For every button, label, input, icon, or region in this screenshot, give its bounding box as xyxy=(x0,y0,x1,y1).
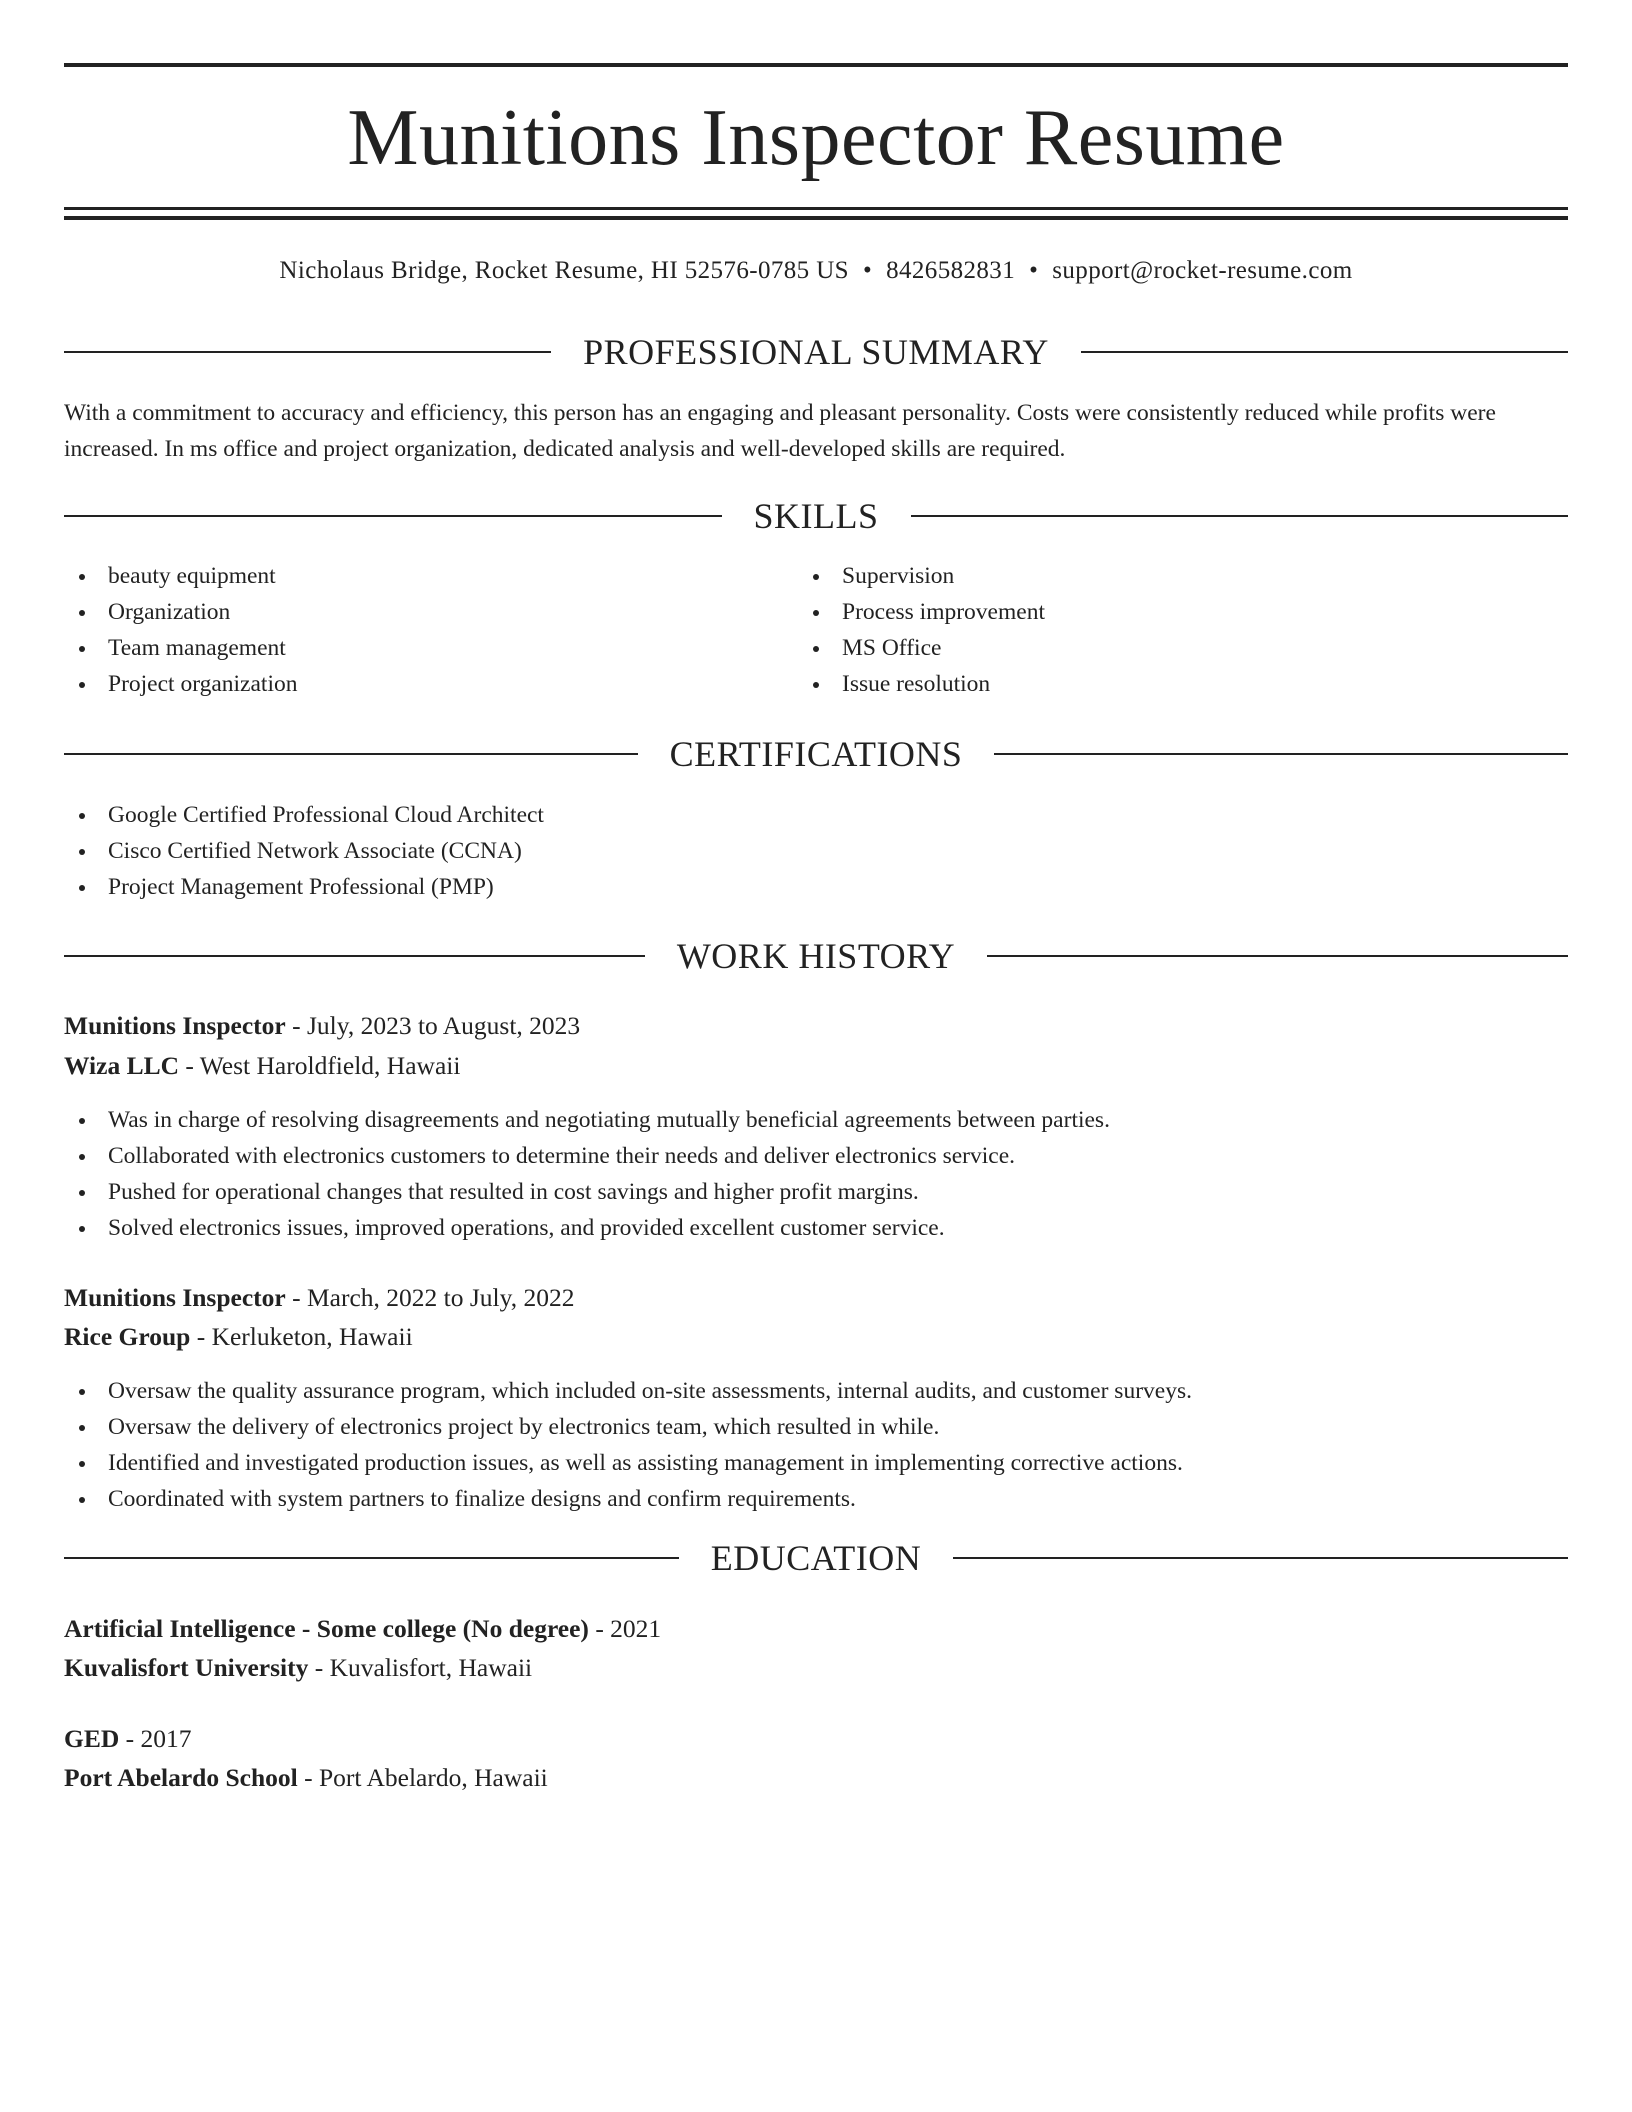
education-year: - 2021 xyxy=(588,1614,662,1643)
work-history-heading xyxy=(64,934,1568,978)
skill-item: beauty equipment xyxy=(64,558,297,594)
contact-separator: • xyxy=(862,257,873,284)
resume-title: Munitions Inspector Resume xyxy=(347,94,1285,182)
heading-rule xyxy=(911,515,1569,517)
skill-item: Process improvement xyxy=(798,594,1045,630)
work-history-heading-label: WORK HISTORY xyxy=(676,936,956,976)
skills-heading-label: SKILLS xyxy=(753,496,879,536)
top-rule xyxy=(64,63,1568,67)
education-degree-line xyxy=(64,1721,1568,1757)
heading-rule xyxy=(994,753,1568,755)
education-school-line xyxy=(64,1650,1568,1686)
job-location: - Kerluketon, Hawaii xyxy=(190,1322,413,1351)
skill-item: Supervision xyxy=(798,558,1045,594)
job-bullet: Pushed for operational changes that resulted in cost savings and higher profit margins. xyxy=(64,1174,1110,1210)
job-bullet: Solved electronics issues, improved operations, and provided excellent customer service. xyxy=(64,1210,1110,1246)
education-degree: Artificial Intelligence - Some college (No degree) xyxy=(64,1614,589,1643)
certifications-heading xyxy=(64,732,1568,776)
skill-item: Organization xyxy=(64,594,297,630)
job-dates: - March, 2022 to July, 2022 xyxy=(285,1283,575,1312)
heading-rule xyxy=(64,753,638,755)
heading-rule xyxy=(953,1557,1568,1559)
education-location: - Kuvalisfort, Hawaii xyxy=(308,1653,533,1682)
heading-rule xyxy=(64,955,645,957)
job-company: Wiza LLC xyxy=(64,1051,179,1080)
heading-rule xyxy=(987,955,1568,957)
contact-email: support@rocket-resume.com xyxy=(1052,257,1353,284)
education-location: - Port Abelardo, Hawaii xyxy=(297,1763,548,1792)
education-year: - 2017 xyxy=(119,1724,192,1753)
job-bullet: Identified and investigated production issues, as well as assisting management in implementing corrective actions. xyxy=(64,1445,1192,1481)
job-company-line xyxy=(64,1319,1568,1355)
job-title-line xyxy=(64,1008,1568,1044)
skill-item: Team management xyxy=(64,630,297,666)
job-bullet: Collaborated with electronics customers to determine their needs and deliver electronics service. xyxy=(64,1138,1110,1174)
job-company: Rice Group xyxy=(64,1322,191,1351)
contact-address: Nicholaus Bridge, Rocket Resume, HI 52576-0785 US xyxy=(279,257,849,284)
heading-rule xyxy=(64,515,722,517)
skill-item: Issue resolution xyxy=(798,666,1045,702)
summary-text: With a commitment to accuracy and efficiency, this person has an engaging and pleasant personality. Costs were consistently reduced while profits were increased. In ms office and project organization, dedicated analysis and well-developed skills are required. xyxy=(64,400,1496,462)
job-bullet: Was in charge of resolving disagreements and negotiating mutually beneficial agreements between parties. xyxy=(64,1102,1110,1138)
job-dates: - July, 2023 to August, 2023 xyxy=(285,1011,581,1040)
certifications-heading-label: CERTIFICATIONS xyxy=(669,734,963,774)
skills-list-left xyxy=(64,558,297,702)
title-double-rule xyxy=(64,207,1568,220)
job-title: Munitions Inspector xyxy=(64,1283,286,1312)
summary-heading xyxy=(64,330,1568,374)
job-bullet: Oversaw the quality assurance program, which included on-site assessments, internal audits, and customer surveys. xyxy=(64,1373,1192,1409)
certifications-list xyxy=(64,797,544,905)
heading-rule xyxy=(64,1557,679,1559)
skills-heading xyxy=(64,494,1568,538)
job-location: - West Haroldfield, Hawaii xyxy=(179,1051,461,1080)
job-company-line xyxy=(64,1048,1568,1084)
certification-item: Project Management Professional (PMP) xyxy=(64,869,544,905)
job-bullet: Coordinated with system partners to finalize designs and confirm requirements. xyxy=(64,1481,1192,1517)
job-title-line xyxy=(64,1280,1568,1316)
education-school: Kuvalisfort University xyxy=(64,1653,309,1682)
job-title: Munitions Inspector xyxy=(64,1011,286,1040)
contact-phone: 8426582831 xyxy=(886,257,1016,284)
heading-rule xyxy=(64,351,551,353)
education-degree-line xyxy=(64,1611,1568,1647)
job-bullet: Oversaw the delivery of electronics project by electronics team, which resulted in while. xyxy=(64,1409,1192,1445)
heading-rule xyxy=(1081,351,1568,353)
skills-list-right xyxy=(798,558,1045,702)
summary-heading-label: PROFESSIONAL SUMMARY xyxy=(583,332,1049,372)
certification-item: Google Certified Professional Cloud Architect xyxy=(64,797,544,833)
contact-separator: • xyxy=(1029,257,1039,284)
education-heading xyxy=(64,1536,1568,1580)
skill-item: MS Office xyxy=(798,630,1045,666)
education-degree: GED xyxy=(64,1724,120,1753)
education-school: Port Abelardo School xyxy=(64,1763,298,1792)
education-heading-label: EDUCATION xyxy=(710,1538,922,1578)
certification-item: Cisco Certified Network Associate (CCNA) xyxy=(64,833,544,869)
education-school-line xyxy=(64,1760,1568,1796)
job-bullets xyxy=(64,1102,1110,1246)
job-bullets xyxy=(64,1373,1192,1517)
contact-line xyxy=(64,254,1568,288)
skill-item: Project organization xyxy=(64,666,297,702)
